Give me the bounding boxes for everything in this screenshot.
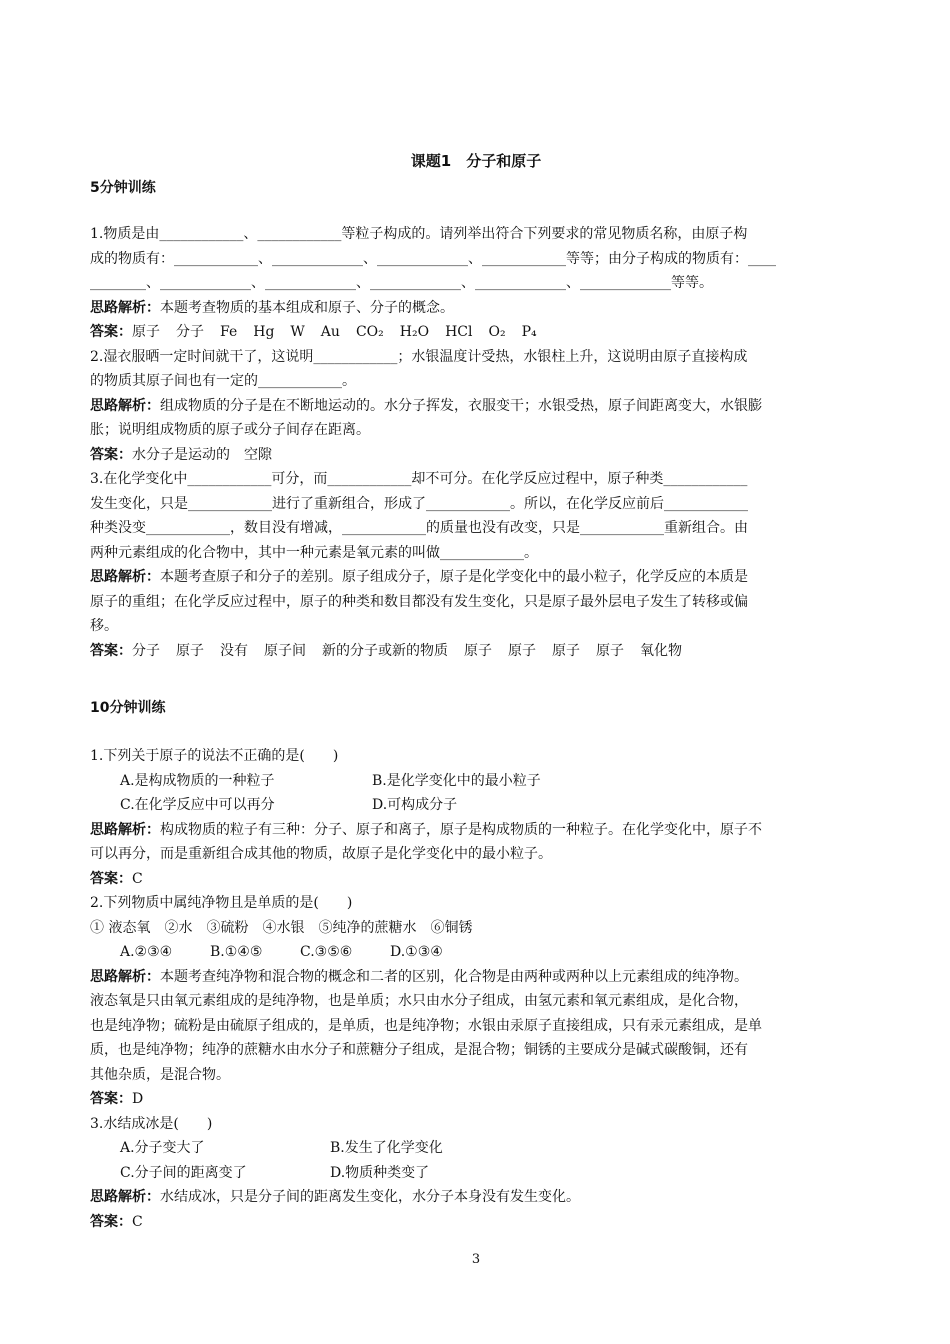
question-10min [90,744,862,1234]
section-heading: 5分钟训练 [90,180,156,196]
analysis-text: 质，也是纯净物；纯净的蔗糖水由水分子和蔗糖分子组成，是混合物；铜锈的主要成分是碱式碳酸铜，还有 [90,1042,748,1058]
analysis: 思路解析：本题考查原子和分子的差别。原子组成分子，原子是化学变化中的最小粒子，化学反应的本质是 [90,569,748,585]
analysis: 思路解析：本题考查纯净物和混合物的概念和二者的区别，化合物是由两种或两种以上元素组成的纯净物。 [90,968,748,985]
analysis: 思路解析：本题考查物质的基本组成和原子、分子的概念。 [90,299,454,316]
analysis: 思路解析：构成物质的粒子有三种：分子、原子和离子，原子是构成物质的一种粒子。在化学变化中，原子不 [90,821,762,838]
options: C.在化学反应中可以再分 D.可构成分子 [120,797,458,813]
options: A.②③④ B.①④⑤ C.③⑤⑥ D.①③④ [120,944,443,960]
question-text: 2.下列物质中属纯净物且是单质的是( ) [90,895,353,911]
question-text: 2.湿衣服晒一定时间就干了，这说明____________；水银温度计受热，水银柱上升，这说明由原子直接构成 [90,348,748,365]
analysis-text: 原子的重组；在化学反应过程中，原子的种类和数目都没有发生变化，只是原子最外层电子发生了转移或偏 [90,593,748,610]
options: C.分子间的距离变了 D.物质种类变了 [120,1164,430,1181]
answer: 答案：C [90,1213,143,1230]
question-text: 发生变化，只是____________进行了重新组合，形成了____________。所以，在化学反应前后____________ [90,495,748,512]
section-10min [90,696,862,720]
analysis-text: 液态氧是只由氧元素组成的是纯净物，也是单质；水只由水分子组成，由氢元素和氧元素组成，是化合物， [90,993,748,1009]
page-number: 3 [471,1252,481,1267]
question-text: 3.在化学变化中____________可分，而____________却不可分。在化学反应过程中，原子种类____________ [90,471,748,487]
question-5min-1 [90,222,862,663]
section-5min [90,176,862,200]
question-text: ________、_____________、_____________、_____________、_____________、_____________等等。 [90,275,713,291]
question-text: 两种元素组成的化合物中，其中一种元素是氧元素的叫做____________。 [90,544,538,561]
question-items: ① 液态氧 ②水 ③硫粉 ④水银 ⑤纯净的蔗糖水 ⑥铜锈 [90,919,473,936]
question-text: 1.下列关于原子的说法不正确的是( ) [90,748,339,764]
question-text: 种类没变____________，数目没有增减，____________的质量也没有改变，只是____________重新组合。由 [90,520,748,536]
analysis-text: 可以再分，而是重新组合成其他的物质，故原子是化学变化中的最小粒子。 [90,846,552,862]
page-title: 课题1 分子和原子 [410,152,542,170]
answer: 答案：C [90,870,143,887]
question-text: 1.物质是由____________、____________等粒子构成的。请列举出符合下列要求的常见物质名称，由原子构 [90,226,748,242]
analysis-text: 移。 [90,618,118,634]
section-heading: 10分钟训练 [90,700,166,716]
question-text: 成的物质有：____________、_____________、_____________、____________等等；由分子构成的物质有：____ [90,250,776,267]
answer: 答案：原子 分子 Fe Hg W Au CO₂ H₂O HCl O₂ P₄ [90,324,537,340]
analysis-text: 也是纯净物；硫粉是由硫原子组成的，是单质，也是纯净物；水银由汞原子直接组成，只有汞元素组成，是单 [90,1017,762,1034]
question-text: 的物质其原子间也有一定的____________。 [90,373,356,389]
question-text: 3.水结成冰是( ) [90,1115,213,1132]
answer: 答案：D [90,1091,144,1107]
answer: 答案：水分子是运动的 空隙 [90,446,272,463]
analysis-text: 胀；说明组成物质的原子或分子间存在距离。 [90,422,370,438]
analysis-text: 其他杂质，是混合物。 [90,1066,230,1083]
options: A.是构成物质的一种粒子 B.是化学变化中的最小粒子 [120,772,541,789]
analysis: 思路解析：水结成冰，只是分子间的距离发生变化，水分子本身没有发生变化。 [90,1189,580,1205]
options: A.分子变大了 B.发生了化学变化 [120,1140,443,1156]
answer: 答案：分子 原子 没有 原子间 新的分子或新的物质 原子 原子 原子 原子 氧化物 [90,642,682,659]
analysis: 思路解析：组成物质的分子是在不断地运动的。水分子挥发，衣服变干；水银受热，原子间距离变大，水银膨 [90,397,762,414]
